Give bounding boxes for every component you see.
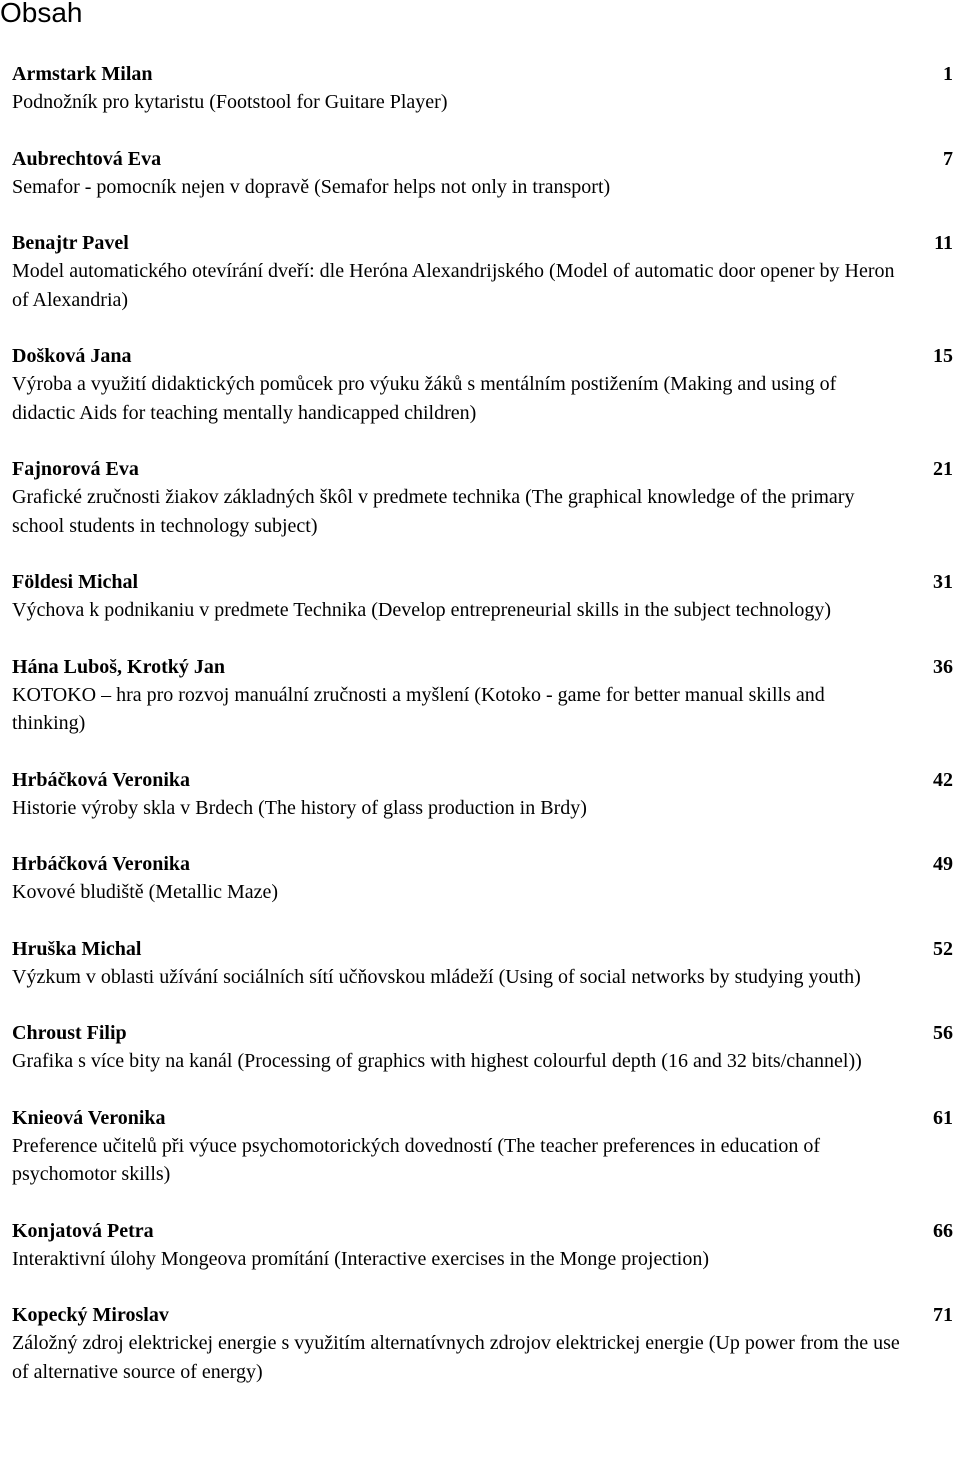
entry-page-number: 31: [933, 571, 953, 593]
toc-entry: [12, 1104, 956, 1189]
entry-page-number: 15: [933, 345, 953, 367]
entry-page-number: 52: [933, 937, 953, 960]
entry-author: Armstark Milan: [12, 63, 153, 85]
entry-page-number: 21: [933, 458, 953, 480]
entry-title: Model automatického otevírání dveří: dle Heróna Alexandrijského (Model of automatic door opener by Heron of Alexandria): [12, 260, 895, 311]
toc-entry: [12, 1217, 956, 1274]
entry-page-number: 11: [934, 232, 953, 254]
entry-page-number: 36: [933, 655, 953, 678]
entry-page-number: 71: [933, 1304, 953, 1326]
entry-author: Benajtr Pavel: [12, 232, 129, 254]
entry-author: Knieová Veronika: [12, 1106, 166, 1129]
toc-entry: [12, 1301, 956, 1386]
entry-title: Semafor - pomocník nejen v dopravě (Semafor helps not only in transport): [12, 175, 611, 198]
entry-title: Výroba a využití didaktických pomůcek pro výuku žáků s mentálním postižením (Making and using of didactic Aids for teaching mentally handicapped children): [12, 373, 837, 424]
entry-author: Hrbáčková Veronika: [12, 853, 190, 875]
toc-entry: [12, 145, 956, 202]
entry-page-number: 7: [943, 147, 953, 170]
entry-author: Kopecký Miroslav: [12, 1304, 169, 1326]
entry-author: Fajnorová Eva: [12, 458, 139, 480]
toc-entry: [12, 342, 956, 427]
entry-page-number: 56: [933, 1022, 953, 1044]
entry-title: KOTOKO – hra pro rozvoj manuální zručnosti a myšlení (Kotoko - game for better manual skills and thinking): [12, 683, 825, 734]
entry-author: Došková Jana: [12, 345, 132, 367]
entry-author: Hána Luboš, Krotký Jan: [12, 655, 226, 678]
entry-title: Interaktivní úlohy Mongeova promítání (Interactive exercises in the Monge projection): [12, 1247, 710, 1270]
entry-page-number: 61: [933, 1106, 953, 1129]
entry-title: Záložný zdroj elektrickej energie s využitím alternatívnych zdrojov elektrickej energie (Up power from the use of alternative source of energy): [12, 1332, 900, 1383]
entry-page-number: 66: [933, 1219, 953, 1242]
page-title: Obsah: [0, 0, 83, 28]
toc-entry: [12, 850, 956, 907]
entry-title: Výchova k podnikaniu v predmete Technika (Develop entrepreneurial skills in the subject technology): [12, 599, 832, 621]
toc-entry: [12, 60, 956, 117]
entry-author: Chroust Filip: [12, 1022, 127, 1044]
entry-author: Aubrechtová Eva: [12, 147, 162, 170]
toc-entry: [12, 455, 956, 540]
entry-title: Výzkum v oblasti užívání sociálních sítí učňovskou mládeží (Using of social networks by studying youth): [12, 965, 861, 988]
entry-title: Grafické zručnosti žiakov základných škôl v predmete technika (The graphical knowledge of the primary school students in technology subject): [12, 486, 855, 537]
entry-page-number: 1: [943, 63, 953, 85]
table-of-contents: [12, 60, 956, 1414]
entry-author: Hruška Michal: [12, 937, 142, 960]
toc-entry: [12, 766, 956, 823]
entry-author: Hrbáčková Veronika: [12, 768, 190, 791]
entry-author: Földesi Michal: [12, 571, 139, 593]
toc-entry: [12, 653, 956, 738]
entry-title: Grafika s více bity na kanál (Processing of graphics with highest colourful depth (16 and 32 bits/channel)): [12, 1050, 862, 1072]
entry-title: Historie výroby skla v Brdech (The history of glass production in Brdy): [12, 796, 587, 819]
entry-title: Podnožník pro kytaristu (Footstool for Guitare Player): [12, 91, 448, 113]
toc-entry: [12, 935, 956, 992]
entry-title: Preference učitelů při výuce psychomotorických dovedností (The teacher preferences in education of psychomotor skills): [12, 1134, 820, 1185]
toc-entry: [12, 568, 956, 625]
entry-page-number: 49: [933, 853, 953, 875]
entry-author: Konjatová Petra: [12, 1219, 154, 1242]
toc-entry: [12, 229, 956, 314]
entry-title: Kovové bludiště (Metallic Maze): [12, 881, 279, 903]
entry-page-number: 42: [933, 768, 953, 791]
toc-entry: [12, 1019, 956, 1076]
